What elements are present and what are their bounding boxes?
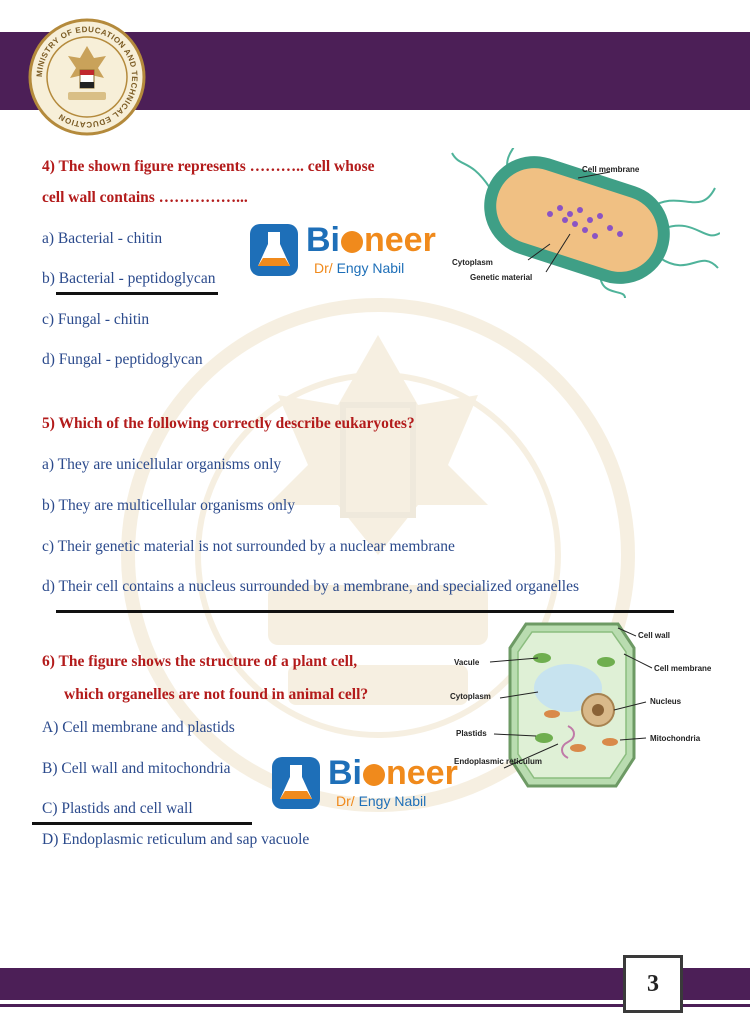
flask-icon [248,222,300,278]
plant-cell-figure [448,618,733,798]
question-6-line-1: 6) The figure shows the structure of a plant cell, [42,653,358,670]
seal-text: MINISTRY OF EDUCATION AND TECHNICAL EDUCATION [34,24,140,130]
question-5-option-d: d) Their cell contains a nucleus surrounded by a membrane, and specialized organelles [42,578,579,595]
label-cell-wall: Cell wall [638,631,671,640]
question-6-line-2: which organelles are not found in animal cell? [64,686,369,703]
bioneer-logo [248,222,458,280]
brand-author: Engy Nabil [358,793,427,809]
question-5-option-c: c) Their genetic material is not surrounded by a nuclear membrane [42,538,455,555]
brand-author-prefix: Dr/ [336,793,355,809]
question-6-option-b: B) Cell wall and mitochondria [42,760,231,777]
question-4-option-a: a) Bacterial - chitin [42,230,163,247]
page-number: 3 [623,955,683,1013]
brand-name-end: neer [364,221,436,259]
label-cell-membrane: Cell membrane [582,165,640,174]
answer-underline-q5 [56,610,674,613]
brand-name-end: neer [386,754,458,792]
question-4-line-2: cell wall contains ……………... [42,189,248,206]
brand-name-start: Bi [328,754,362,792]
question-6-option-d: D) Endoplasmic reticulum and sap vacuole [42,831,310,848]
bioneer-logo-2 [270,755,480,813]
label-cytoplasm: Cytoplasm [452,258,493,267]
label-cytoplasm-plant: Cytoplasm [450,692,491,701]
question-4-option-b: b) Bacterial - peptidoglycan [42,270,216,287]
question-4-option-d: d) Fungal - peptidoglycan [42,351,203,368]
answer-underline-q4 [56,292,218,295]
question-4-line-1: 4) The shown figure represents ……….. cell whose [42,158,375,175]
label-nucleus: Nucleus [650,697,682,706]
question-5-option-b: b) They are multicellular organisms only [42,497,295,514]
label-cell-membrane-plant: Cell membrane [654,664,712,673]
answer-underline-q6 [32,822,252,825]
label-genetic-material: Genetic material [470,273,533,282]
label-vacule: Vacule [454,658,480,667]
label-mitochondria: Mitochondria [650,734,701,743]
label-endoplasmic-reticulum: Endoplasmic reticulum [454,757,543,766]
label-plastids: Plastids [456,729,487,738]
flask-icon [270,755,322,811]
question-4-option-c: c) Fungal - chitin [42,311,150,328]
question-5-option-a: a) They are unicellular organisms only [42,456,282,473]
brand-author: Engy Nabil [336,260,405,276]
brand-o-icon [341,231,363,253]
question-6-option-a: A) Cell membrane and plastids [42,719,235,736]
brand-name-start: Bi [306,221,340,259]
ministry-seal-logo [28,18,146,136]
question-6-option-c: C) Plastids and cell wall [42,800,193,817]
bacteria-figure [450,148,720,298]
question-5-line-1: 5) Which of the following correctly describe eukaryotes? [42,415,415,432]
brand-o-icon [363,764,385,786]
brand-author-prefix: Dr/ [314,260,333,276]
